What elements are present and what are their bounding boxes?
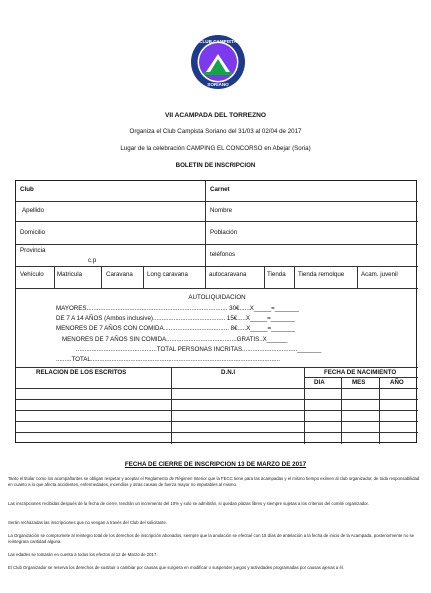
fee-line: MENORES DE 7 AÑOS SIN COMIDA.........................................GRATIS..X______ xyxy=(62,336,288,343)
fee-line: DE 7 A 14 AÑOS (Ambos inclusive).......................................... 15€.....X_____=_______ xyxy=(56,315,295,322)
domicilio-label: Domicilio xyxy=(20,229,46,236)
fee-line: .........TOTAL.............................................................................................................. xyxy=(56,356,280,363)
telefonos-label: teléfonos xyxy=(210,251,236,258)
poblacion-label: Población xyxy=(210,229,238,236)
dni-header: D.N.I xyxy=(221,369,236,376)
autoliquidacion-heading: AUTOLIQUIDACION xyxy=(188,294,246,301)
apellido-label: Apellido xyxy=(22,207,45,214)
col-divider xyxy=(143,266,144,288)
col-divider xyxy=(304,367,305,444)
vehicle-type-label: autocaravana xyxy=(209,271,247,278)
fecha-nacimiento-header: FECHA DE NACIMIENTO xyxy=(324,369,397,376)
terms-paragraph: Las inscripciones recibidas después de la fecha de cierre, tendrán un incremento del 10% y solo se admitirán, si quedan plazas libres y siempre sujetas a los criterios del comité organizador. xyxy=(8,501,369,506)
col-divider xyxy=(341,377,342,444)
terms-paragraph: Las edades se tomarán en cuenta a todos los efectos al 12 de Marzo de 2017. xyxy=(8,552,158,557)
vehicle-type-label: Matricula xyxy=(57,271,83,278)
vehicle-type-label: Caravana xyxy=(106,271,133,278)
col-divider xyxy=(264,266,265,288)
terms-paragraph: El Club Organizador se reserva los derechos de sustituir o cambiar por causas que surgiera en modificar o suspender juegos y actividades programadas por causas ajenas a él. xyxy=(8,565,345,570)
row-divider xyxy=(16,421,418,422)
vehicle-type-label: Long caravana xyxy=(147,271,188,278)
row-divider xyxy=(16,288,418,289)
relacion-header: RELACION DE LOS ESCRITOS xyxy=(36,369,127,376)
ano-header: AÑO xyxy=(390,379,404,386)
col-divider xyxy=(379,377,380,444)
vehicle-type-label: Tienda remolque xyxy=(298,271,345,278)
terms-paragraph: Serán rechazadas las inscripciones que no vengan a través del Club del solicitante. xyxy=(8,520,168,525)
row-divider xyxy=(16,367,418,368)
mes-header: MES xyxy=(352,379,366,386)
row-divider xyxy=(16,399,418,400)
cp-label: c.p xyxy=(88,257,97,264)
vehicle-type-label: Acam. juvenil xyxy=(361,271,398,278)
nombre-label: Nombre xyxy=(210,207,233,214)
row-divider xyxy=(16,388,418,389)
club-label: Club xyxy=(20,186,34,193)
dia-header: DIA xyxy=(314,379,325,386)
deadline-heading: FECHA DE CIERRE DE INSCRIPCION 13 DE MARZO DE 2017 xyxy=(124,461,307,468)
registration-form xyxy=(15,180,417,443)
terms-paragraph: La Organización se compromete al reintegro total de los derechos de inscripción abonados, siempre que la anulación se efectué con 15 días de antelación a la fecha de inicio de la Acampada, posteriormente no se reintegrara cantidad alguna. xyxy=(8,533,415,545)
row-divider xyxy=(16,410,418,411)
carnet-label: Carnet xyxy=(210,186,230,193)
col-divider xyxy=(205,181,206,266)
fee-line: MENORES DE 7 AÑOS CON COMIDA...................................... 8€.....X_____=_______ xyxy=(56,325,296,332)
row-divider xyxy=(304,377,418,378)
col-divider xyxy=(101,266,102,288)
club-logo xyxy=(190,34,246,90)
terms-paragraph: Tanto el titular como los acompañantes se obligan respetar y aceptar el Reglamento de Régimen Interior que la FECC tiene para las acampadas y el mismo tiempo eximen al club organizador, de toda responsabilidad en cuanto a lo que afecta accidentes, enfermedades, incendios y otras causas de fuerza mayor no imputables al mismo. xyxy=(8,476,420,488)
venue-line: Lugar de la celebración CAMPING EL CONCORSO en Abejar (Soria) xyxy=(120,145,311,152)
provincia-label: Provincia xyxy=(20,247,46,254)
logo-bottom-text: SORIANO xyxy=(207,82,229,87)
vehicle-type-label: Vehículo xyxy=(20,271,44,278)
fee-line: MAYORES.................................................................................. 30€......X_____=_______ xyxy=(56,305,299,312)
logo-top-text: CLUB CAMPISTA xyxy=(199,39,237,44)
fee-line: ...............................................TOTAL PERSONAS INCRITAS................................_______ xyxy=(76,346,322,353)
col-divider xyxy=(205,266,206,288)
col-divider xyxy=(294,266,295,288)
col-divider xyxy=(357,266,358,288)
row-divider xyxy=(16,432,418,433)
col-divider xyxy=(171,367,172,444)
col-divider xyxy=(54,266,55,288)
form-title: BOLETIN DE INSCRIPCION xyxy=(175,162,256,169)
vehicle-type-label: Tienda xyxy=(267,271,286,278)
row-divider xyxy=(16,201,418,202)
organizer-line: Organiza el Club Campista Soriano del 31/03 al 02/04 de 2017 xyxy=(129,128,302,135)
event-title: VII ACAMPADA DEL TORREZNO xyxy=(165,112,266,119)
row-divider xyxy=(16,244,418,245)
row-divider xyxy=(16,221,418,222)
